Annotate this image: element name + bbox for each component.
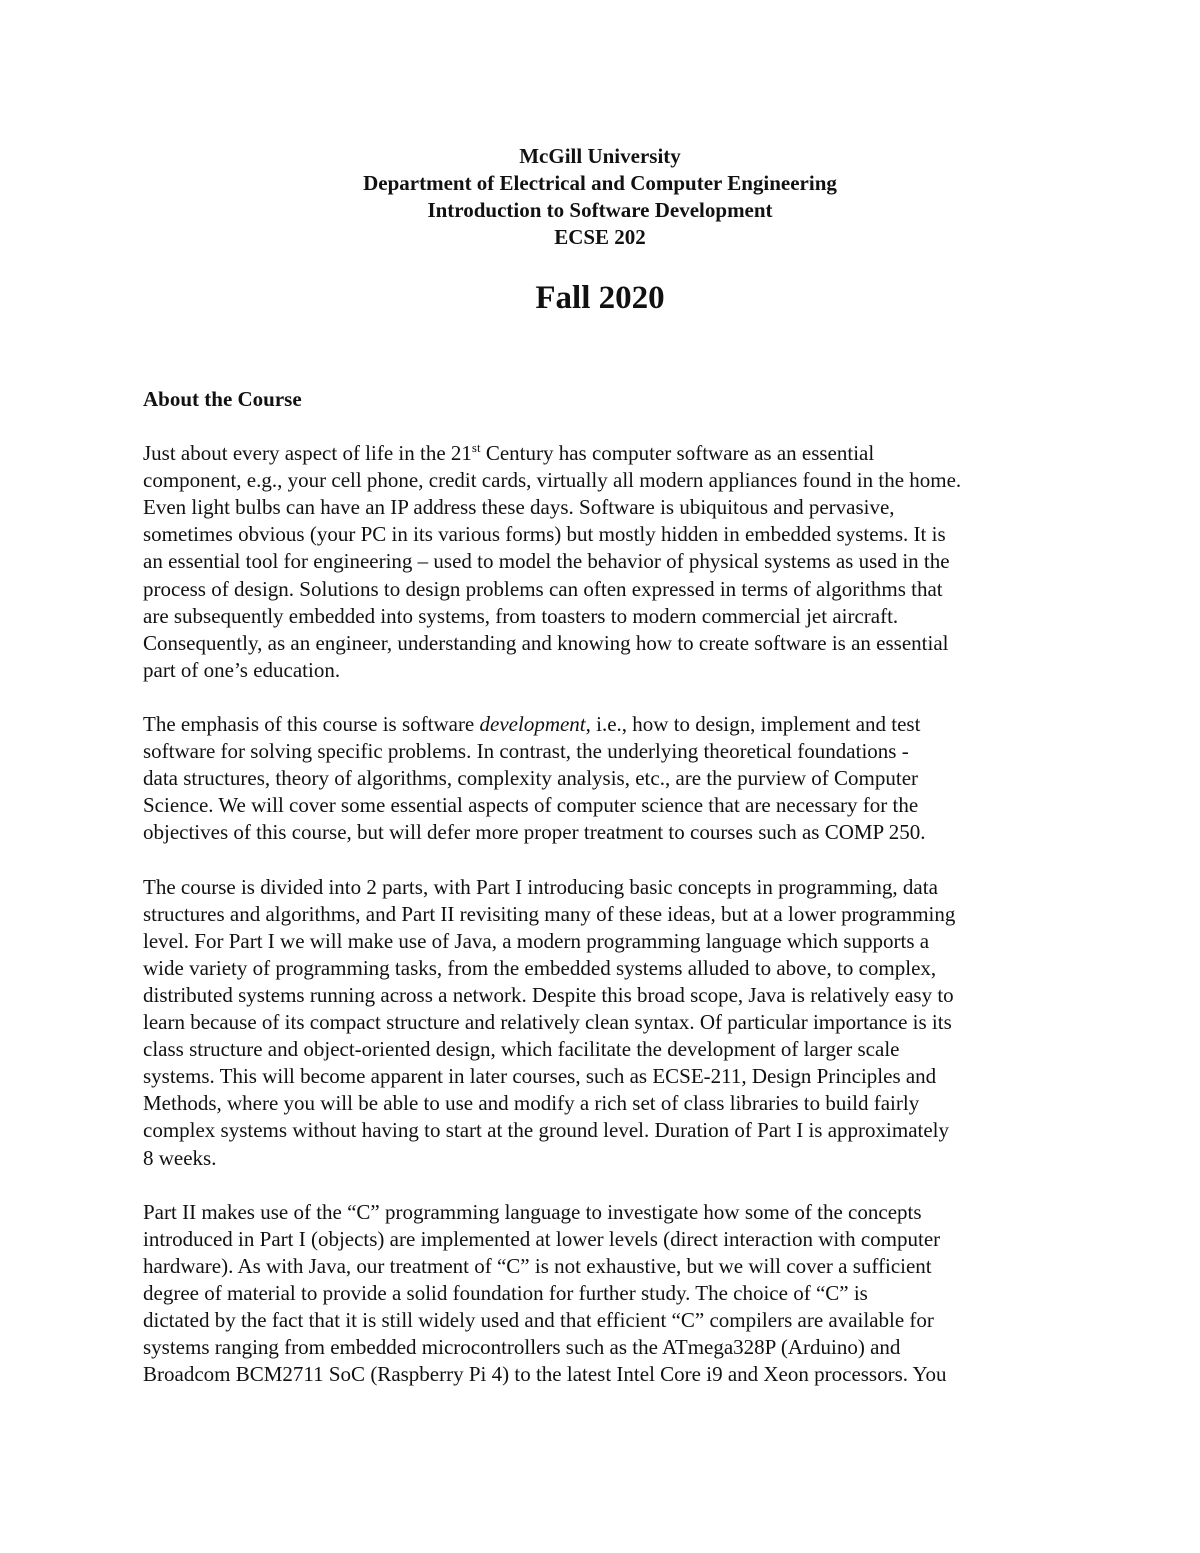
paragraph-1 xyxy=(143,440,1058,684)
text-line: learn because of its compact structure and relatively clean syntax. Of particular importance is its xyxy=(143,1010,952,1035)
text-span: , i.e., how to design, implement and test xyxy=(585,712,921,737)
text-line: data structures, theory of algorithms, complexity analysis, etc., are the purview of Computer xyxy=(143,766,919,791)
document-header xyxy=(0,143,1200,251)
text-line: distributed systems running across a network. Despite this broad scope, Java is relatively easy to xyxy=(143,982,954,1007)
text-line xyxy=(143,440,1058,467)
text-span: Century has computer software as an essential xyxy=(480,441,875,466)
text-line: Broadcom BCM2711 SoC (Raspberry Pi 4) to the latest Intel Core i9 and Xeon processors. You xyxy=(143,1362,947,1387)
text-line: complex systems without having to start at the ground level. Duration of Part I is approximately xyxy=(143,1118,950,1143)
text-line xyxy=(143,711,1058,738)
text-line: process of design. Solutions to design problems can often expressed in terms of algorithms that xyxy=(143,576,943,601)
text-line: sometimes obvious (your PC in its various forms) but mostly hidden in embedded systems. It is xyxy=(143,522,946,547)
superscript: st xyxy=(471,440,481,456)
text-line: Methods, where you will be able to use and modify a rich set of class libraries to build fairly xyxy=(143,1091,920,1116)
text-line: an essential tool for engineering – used to model the behavior of physical systems as used in the xyxy=(143,549,950,574)
text-line: Consequently, as an engineer, understanding and knowing how to create software is an essential xyxy=(143,630,949,655)
term-title: Fall 2020 xyxy=(535,280,665,316)
text-line: Even light bulbs can have an IP address these days. Software is ubiquitous and pervasive, xyxy=(143,495,895,520)
text-line: hardware). As with Java, our treatment of “C” is not exhaustive, but we will cover a sufficient xyxy=(143,1253,932,1278)
text-span: The emphasis of this course is software xyxy=(143,712,480,737)
text-line: The course is divided into 2 parts, with Part I introducing basic concepts in programming, data xyxy=(143,874,938,899)
section-heading: About the Course xyxy=(143,387,302,411)
department-name: Department of Electrical and Computer Engineering xyxy=(363,171,837,195)
text-line: Part II makes use of the “C” programming language to investigate how some of the concepts xyxy=(143,1199,922,1224)
text-line: component, e.g., your cell phone, credit cards, virtually all modern appliances found in the home. xyxy=(143,468,962,493)
university-name: McGill University xyxy=(519,144,681,168)
document-body xyxy=(143,386,1058,1388)
emphasis-text: development xyxy=(479,712,586,737)
text-line: part of one’s education. xyxy=(143,657,341,682)
text-line: 8 weeks. xyxy=(143,1145,217,1170)
paragraph-3 xyxy=(143,874,1058,1172)
text-line: software for solving specific problems. In contrast, the underlying theoretical foundations - xyxy=(143,739,909,764)
text-line: class structure and object-oriented design, which facilitate the development of larger scale xyxy=(143,1037,900,1062)
text-line: level. For Part I we will make use of Java, a modern programming language which supports a xyxy=(143,928,930,953)
text-line: systems ranging from embedded microcontrollers such as the ATmega328P (Arduino) and xyxy=(143,1335,901,1360)
paragraph-4 xyxy=(143,1199,1058,1389)
text-line: are subsequently embedded into systems, from toasters to modern commercial jet aircraft. xyxy=(143,603,899,628)
course-title: Introduction to Software Development xyxy=(427,198,773,222)
text-line: dictated by the fact that it is still widely used and that efficient “C” compilers are available for xyxy=(143,1308,934,1333)
text-line: degree of material to provide a solid foundation for further study. The choice of “C” is xyxy=(143,1281,868,1305)
paragraph-2 xyxy=(143,711,1058,846)
text-line: Science. We will cover some essential aspects of computer science that are necessary for the xyxy=(143,793,919,818)
text-line: wide variety of programming tasks, from the embedded systems alluded to above, to complex, xyxy=(143,955,937,980)
course-code: ECSE 202 xyxy=(554,225,646,249)
text-line: objectives of this course, but will defer more proper treatment to courses such as COMP 250. xyxy=(143,820,926,845)
text-line: introduced in Part I (objects) are implemented at lower levels (direct interaction with computer xyxy=(143,1226,941,1251)
text-span: Just about every aspect of life in the 21 xyxy=(143,441,472,466)
text-line: systems. This will become apparent in later courses, such as ECSE-211, Design Principles and xyxy=(143,1064,937,1089)
text-line: structures and algorithms, and Part II revisiting many of these ideas, but at a lower programming xyxy=(143,901,956,926)
